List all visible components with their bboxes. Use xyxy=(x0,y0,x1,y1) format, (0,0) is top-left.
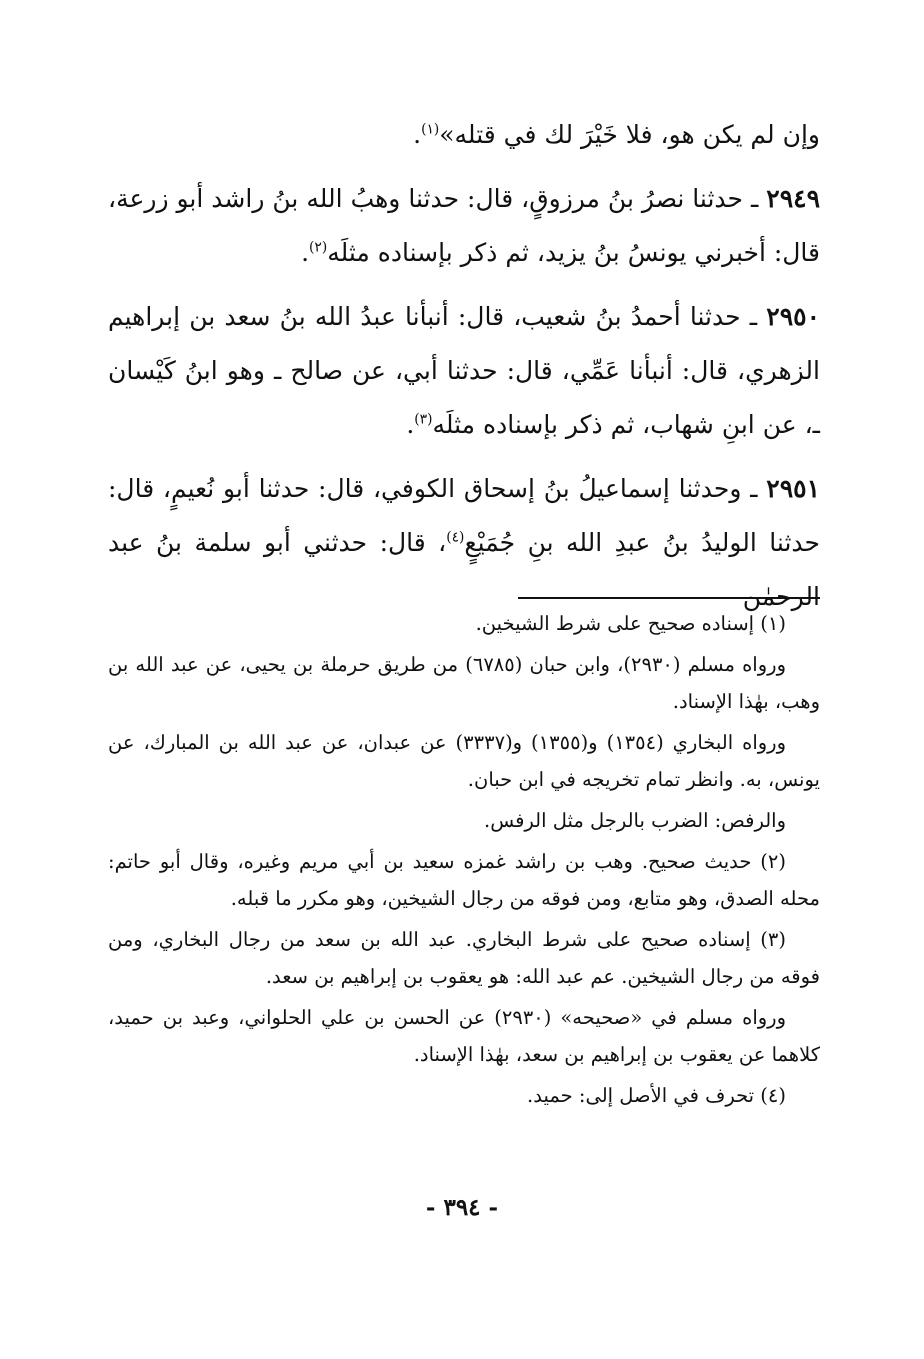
footnote-1-muslim: ورواه مسلم (٢٩٣٠)، وابن حبان (٦٧٨٥) من طريق حرملة بن يحيى، عن عبد الله بن وهب، بهٰذا الإسناد. xyxy=(108,653,820,713)
footnote-3: (٣) إسناده صحيح على شرط البخاري. عبد الله بن سعد من رجال البخاري، ومن فوقه من رجال الشيخين. عم عبد الله: هو يعقوب بن إبراهيم بن سعد. xyxy=(108,928,820,988)
intro-text: وإن لم يكن هو، فلا خَيْرَ لك في قتله» xyxy=(439,120,820,149)
page-number: - ٣٩٤ - xyxy=(425,1194,499,1221)
hadith-2949: ٢٩٤٩ ـ حدثنا نصرُ بنُ مرزوقٍ، قال: حدثنا وهبُ الله بنُ راشد أبو زرعة، قال: أخبرني يونسُ بنُ يزيد، ثم ذكر بإسناده مثلَه$^{(٢)}$. xyxy=(108,184,820,267)
footnotes xyxy=(108,605,820,1118)
footnote-divider xyxy=(518,597,820,599)
hadith-text: ـ حدثنا أحمدُ بنُ شعيب، قال: أنبأنا عبدُ الله بنُ سعد بن إبراهيم الزهري، قال: أنبأنا عَمِّي، قال: حدثنا أبي، عن صالح ـ وهو ابنُ كَيْسان ـ، عن ابنِ شهاب، ثم ذكر بإسناده مثلَه xyxy=(108,302,820,439)
footnote-1: (١) إسناده صحيح على شرط الشيخين. xyxy=(475,612,786,635)
main-text xyxy=(108,108,820,634)
footnote-ref-3: (٣) xyxy=(414,411,433,428)
hadith-text: ـ وحدثنا إسماعيلُ بنُ إسحاق الكوفي، قال: حدثنا أبو نُعيمٍ، قال: حدثنا الوليدُ بنُ عبدِ الله بنِ جُمَيْعٍ xyxy=(108,474,821,557)
text-line-intro: وإن لم يكن هو، فلا خَيْرَ لك في قتله»$^{(١)}$. xyxy=(413,120,820,149)
footnote-ref-2: (٢) xyxy=(309,239,328,256)
footnote-1-bukhari: ورواه البخاري (١٣٥٤) و(١٣٥٥) و(٣٣٣٧) عن عبدان، عن عبد الله بن المبارك، عن يونس، به. وانظر تمام تخريجه في ابن حبان. xyxy=(108,731,820,791)
hadith-2951 xyxy=(108,462,820,624)
hadith-number: ٢٩٥٠ xyxy=(766,302,820,331)
hadith-text: ـ حدثنا نصرُ بنُ مرزوقٍ، قال: حدثنا وهبُ الله بنُ راشد أبو زرعة، قال: أخبرني يونسُ بنُ يزيد، ثم ذكر بإسناده مثلَه xyxy=(108,184,820,267)
footnote-ref-1: (١) xyxy=(421,121,440,138)
hadith-2950: ٢٩٥٠ ـ حدثنا أحمدُ بنُ شعيب، قال: أنبأنا عبدُ الله بنُ سعد بن إبراهيم الزهري، قال: أنبأنا عَمِّي، قال: حدثنا أبي، عن صالح ـ وهو ابنُ كَيْسان ـ، عن ابنِ شهاب، ثم ذكر بإسناده مثلَه$^{(٣)}$. xyxy=(108,302,820,439)
footnote-2: (٢) حديث صحيح. وهب بن راشد غمزه سعيد بن أبي مريم وغيره، وقال أبو حاتم: محله الصدق، وهو متابع، ومن فوقه من رجال الشيخين، وهو مكرر ما قبله. xyxy=(108,850,820,910)
hadith-number: ٢٩٥١ xyxy=(766,474,820,503)
hadith-number: ٢٩٤٩ xyxy=(766,184,820,213)
footnote-1-gloss: والرفص: الضرب بالرجل مثل الرفس. xyxy=(484,809,786,832)
footnote-4: (٤) تحرف في الأصل إلى: حميد. xyxy=(527,1084,786,1107)
footnote-ref-4: (٤) xyxy=(446,529,465,546)
hadith-text-continued: ، قال: حدثني أبو سلمة بنُ عبد الرحمٰن xyxy=(108,528,820,611)
footnote-3-muslim: ورواه مسلم في «صحيحه» (٢٩٣٠) عن الحسن بن علي الحلواني، وعبد بن حميد، كلاهما عن يعقوب بن إبراهيم بن سعد، بهٰذا الإسناد. xyxy=(108,1006,820,1066)
